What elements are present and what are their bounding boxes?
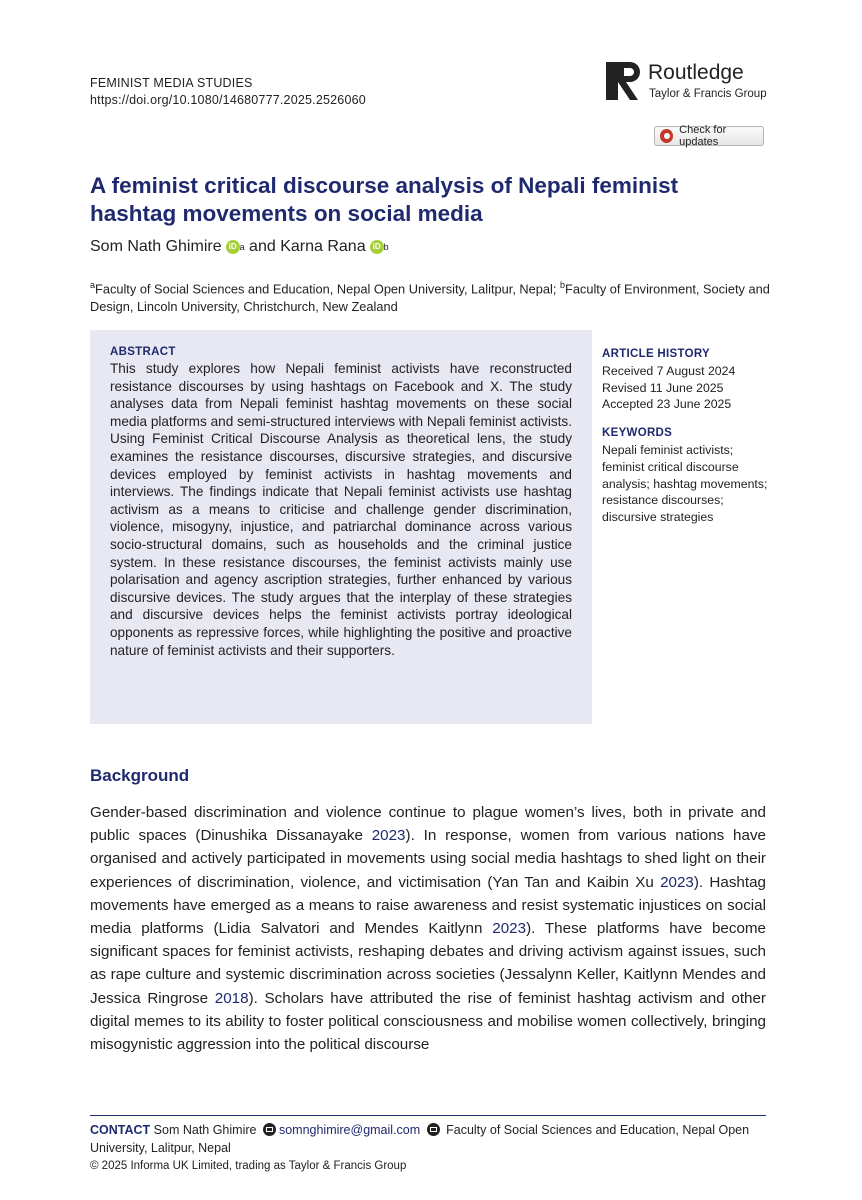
- body-text: ). In response, women from various nations have organised and actively participated in movements using social media hashtags to shed light on their experiences of discrimination, violence, and victimisation (Yan Tan and Kaibin Xu: [90, 827, 766, 891]
- body-text: Gender-based discrimination and violence continue to plague women’s lives, both in private and public spaces (Dinushika Dissanayake: [90, 804, 766, 845]
- citation-link[interactable]: 2018: [214, 989, 249, 1007]
- journal-name: FEMINIST MEDIA STUDIES: [90, 76, 253, 90]
- revised-date: Revised 11 June 2025: [602, 380, 724, 395]
- author-name[interactable]: Karna Rana: [280, 238, 366, 255]
- received-date: Received 7 August 2024: [602, 363, 736, 378]
- publisher-subtitle: Taylor & Francis Group: [649, 88, 767, 100]
- copyright: © 2025 Informa UK Limited, trading as Taylor & Francis Group: [90, 1160, 407, 1172]
- keywords-text: Nepali feminist activists; feminist critical discourse analysis; hashtag movements; resistance discourses; discursive strategies: [602, 442, 768, 525]
- affiliation-b: Faculty of Environment, Society and Design, Lincoln University, Christchurch, New Zealand: [90, 281, 770, 315]
- citation-link[interactable]: 2023: [660, 873, 694, 891]
- body-text: ). Scholars have attributed the rise of feminist hashtag activism and other digital memes to its ability to foster political consciousness and mobilise women collectively, bringing misogynistic aggression into the political discourse: [90, 989, 766, 1054]
- contact-label: CONTACT: [90, 1123, 151, 1137]
- body-text: ). These platforms have become significant spaces for feminist activists, reshaping debates and driving activism against issues, such as rape culture and systemic discrimination across societies (Jessalynn Keller, Kaitlynn Mendes and Jessica Ringrose: [90, 920, 767, 1007]
- affiliation-marker: b: [383, 242, 389, 252]
- doi-link[interactable]: https://doi.org/10.1080/14680777.2025.2526060: [90, 93, 366, 107]
- email-link[interactable]: somnghimire@gmail.com: [278, 1123, 421, 1137]
- check-updates-icon: [660, 129, 673, 143]
- abstract-text: This study explores how Nepali feminist activists have reconstructed resistance discourses by using hashtags on Facebook and X. The study analyses data from Nepali feminist hashtag movements on these social media platforms and semi-structured interviews with Nepali feminist activists. Using Feminist Critical Discourse Analysis as theoretical lens, the study examines the resistance discourses, discursive strategies, and discursive devices employed by feminist activists in hashtag movements and interviews. The findings indicate that Nepali feminist activists use hashtag activism as a means to criticise and challenge gender discrimination, violence, misogyny, injustice, and patriarchal dominance across various socio-structural domains, such as households and the criminal justice system. In these resistance discourses, the feminist activists mainly use polarisation and agency ascription strategies, further enhanced by various discursive devices. The study argues that the interplay of these strategies and discursive devices helps the feminist activists portray ideological opponents as repressive forces, while highlighting the positive and proactive nature of feminist activists and their supporters.: [110, 361, 572, 658]
- affiliations: [90, 276, 770, 316]
- author-separator: and: [244, 238, 281, 255]
- author-line: [90, 238, 389, 256]
- check-updates-label: Check for updates: [679, 124, 727, 148]
- orcid-icon[interactable]: iD: [370, 240, 384, 254]
- publisher-logo: [606, 58, 776, 104]
- address-icon: [427, 1123, 440, 1136]
- section-heading: Background: [90, 766, 190, 785]
- article-sidebar: [602, 346, 772, 526]
- check-updates-button[interactable]: [654, 126, 764, 146]
- contact-address: Faculty of Social Sciences and Education, Nepal Open University, Lalitpur, Nepal: [90, 1123, 750, 1155]
- orcid-icon[interactable]: iD: [226, 240, 240, 254]
- author-name[interactable]: Som Nath Ghimire: [90, 238, 222, 255]
- citation-link[interactable]: 2023: [492, 920, 527, 938]
- footer-divider: [90, 1115, 766, 1116]
- journal-header: [90, 75, 366, 109]
- accepted-date: Accepted 23 June 2025: [602, 397, 732, 412]
- body-paragraph: [90, 801, 766, 1056]
- article-title: A feminist critical discourse analysis of Nepali feminist hashtag movements on social media: [90, 173, 679, 226]
- affiliation-marker: b: [559, 280, 565, 290]
- history-heading: ARTICLE HISTORY: [602, 348, 711, 360]
- affiliation-marker: a: [239, 242, 245, 252]
- abstract-box: [90, 330, 592, 724]
- contact-info: [90, 1121, 766, 1157]
- citation-link[interactable]: 2023: [371, 827, 406, 845]
- affiliation-marker: a: [90, 280, 96, 290]
- routledge-logo-icon: [606, 58, 644, 104]
- affiliation-a: Faculty of Social Sciences and Education, Nepal Open University, Lalitpur, Nepal;: [95, 281, 560, 297]
- keywords-heading: KEYWORDS: [602, 427, 673, 440]
- abstract-heading: ABSTRACT: [110, 346, 176, 358]
- contact-name: Som Nath Ghimire: [150, 1123, 260, 1137]
- body-text: ). Hashtag movements have emerged as a means to raise awareness and resist systematic injustices on social media platforms (Lidia Salvatori and Mendes Kaitlynn: [90, 873, 766, 938]
- publisher-name: Routledge: [648, 61, 744, 84]
- email-icon: [263, 1123, 276, 1136]
